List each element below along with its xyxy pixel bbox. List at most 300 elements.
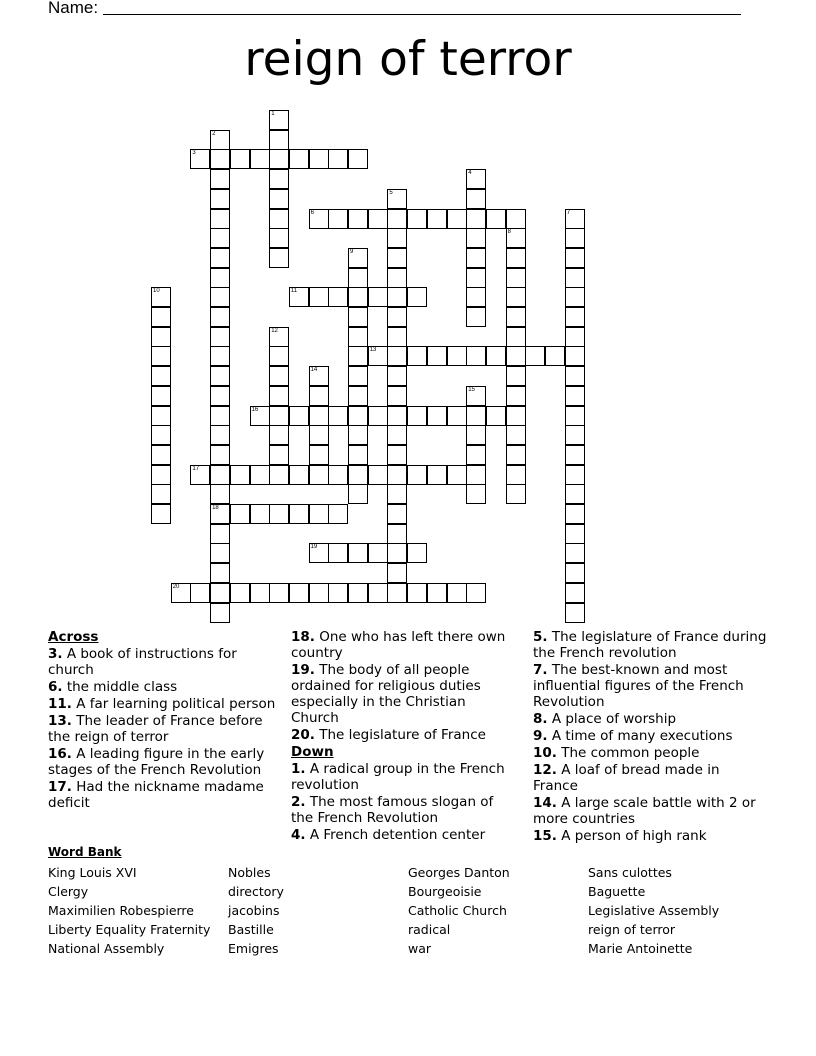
grid-cell[interactable] (309, 543, 329, 563)
grid-cell[interactable] (506, 484, 526, 504)
grid-cell[interactable] (368, 346, 388, 366)
grid-cell[interactable] (348, 484, 368, 504)
clue-text: A radical group in the French revolution (291, 761, 505, 793)
grid-cell[interactable] (210, 327, 230, 347)
clue-number-label: 10. (533, 745, 557, 761)
grid-cell[interactable] (269, 228, 289, 248)
grid-cell[interactable] (210, 603, 230, 623)
grid-cell[interactable] (289, 287, 309, 307)
grid-cell[interactable] (368, 209, 388, 229)
grid-cell[interactable] (210, 228, 230, 248)
grid-cell[interactable] (289, 465, 309, 485)
clue-number: 3 (192, 150, 196, 157)
grid-cell[interactable] (269, 465, 289, 485)
grid-cell[interactable] (210, 346, 230, 366)
grid-cell[interactable] (269, 583, 289, 603)
grid-cell[interactable] (151, 504, 171, 524)
grid-cell[interactable] (387, 346, 407, 366)
clue-text: The common people (556, 745, 700, 761)
grid-cell[interactable] (210, 149, 230, 169)
grid-cell[interactable] (427, 406, 447, 426)
clue (533, 762, 768, 794)
grid-cell[interactable] (348, 406, 368, 426)
clue-number: 11 (290, 288, 298, 295)
clue-text: the middle class (62, 679, 178, 695)
grid-cell[interactable] (210, 209, 230, 229)
grid-cell[interactable] (210, 248, 230, 268)
grid-cell[interactable] (486, 406, 506, 426)
grid-cell[interactable] (466, 465, 486, 485)
grid-cell[interactable] (250, 406, 270, 426)
grid-cell[interactable] (151, 287, 171, 307)
grid-cell[interactable] (309, 583, 329, 603)
clue-number-label: 12. (533, 762, 557, 778)
grid-cell[interactable] (328, 504, 348, 524)
grid-cell[interactable] (506, 465, 526, 485)
grid-cell[interactable] (466, 268, 486, 288)
grid-cell[interactable] (486, 209, 506, 229)
clue-number-label: 1. (291, 761, 306, 777)
grid-cell[interactable] (427, 346, 447, 366)
word-bank-item: Sans culottes (588, 865, 672, 880)
grid-cell[interactable] (506, 386, 526, 406)
grid-cell[interactable] (466, 189, 486, 209)
clue-number-label: 3. (48, 646, 63, 662)
grid-cell[interactable] (565, 465, 585, 485)
grid-cell[interactable] (565, 209, 585, 229)
grid-cell[interactable] (309, 465, 329, 485)
word-bank-item: Nobles (228, 865, 271, 880)
grid-cell[interactable] (387, 366, 407, 386)
grid-cell[interactable] (151, 327, 171, 347)
grid-cell[interactable] (269, 130, 289, 150)
grid-cell[interactable] (348, 366, 368, 386)
grid-cell[interactable] (269, 189, 289, 209)
grid-cell[interactable] (348, 327, 368, 347)
grid-cell[interactable] (466, 287, 486, 307)
grid-cell[interactable] (250, 149, 270, 169)
grid-cell[interactable] (387, 563, 407, 583)
grid-cell[interactable] (466, 445, 486, 465)
grid-cell[interactable] (250, 583, 270, 603)
grid-cell[interactable] (269, 209, 289, 229)
grid-cell[interactable] (387, 209, 407, 229)
grid-cell[interactable] (565, 327, 585, 347)
word-bank-item: Bastille (228, 922, 274, 937)
grid-cell[interactable] (407, 465, 427, 485)
grid-cell[interactable] (387, 189, 407, 209)
grid-cell[interactable] (368, 583, 388, 603)
clue-number-label: 13. (48, 713, 72, 729)
grid-cell[interactable] (289, 406, 309, 426)
grid-cell[interactable] (387, 465, 407, 485)
word-bank-item: Liberty Equality Fraternity (48, 922, 211, 937)
clue-number-label: 4. (291, 827, 306, 843)
word-bank-item: Catholic Church (408, 903, 507, 918)
grid-cell[interactable] (387, 307, 407, 327)
grid-cell[interactable] (309, 406, 329, 426)
grid-cell[interactable] (387, 484, 407, 504)
clue (291, 827, 516, 843)
grid-cell[interactable] (565, 248, 585, 268)
grid-cell[interactable] (210, 465, 230, 485)
grid-cell[interactable] (269, 445, 289, 465)
clue-text: A place of worship (547, 711, 677, 727)
grid-cell[interactable] (407, 346, 427, 366)
grid-cell[interactable] (348, 307, 368, 327)
clue-text: A loaf of bread made in France (533, 762, 720, 794)
grid-cell[interactable] (387, 543, 407, 563)
grid-cell[interactable] (447, 583, 467, 603)
grid-cell[interactable] (387, 386, 407, 406)
word-bank-item: reign of terror (588, 922, 676, 937)
grid-cell[interactable] (506, 268, 526, 288)
clue-text: A leading figure in the early stages of the French Revolution (48, 746, 265, 778)
grid-cell[interactable] (171, 583, 191, 603)
word-bank-item: Emigres (228, 941, 279, 956)
grid-cell[interactable] (466, 425, 486, 445)
grid-cell[interactable] (506, 366, 526, 386)
grid-cell[interactable] (348, 287, 368, 307)
grid-cell[interactable] (210, 268, 230, 288)
clue-number: 17 (192, 465, 200, 472)
grid-cell[interactable] (506, 445, 526, 465)
grid-cell[interactable] (210, 583, 230, 603)
clue-number-label: 15. (533, 828, 557, 844)
grid-cell[interactable] (151, 386, 171, 406)
grid-cell[interactable] (407, 583, 427, 603)
grid-cell[interactable] (506, 228, 526, 248)
down-clue-list (291, 761, 516, 843)
grid-cell[interactable] (289, 504, 309, 524)
clue-number: 10 (153, 288, 160, 295)
grid-cell[interactable] (348, 386, 368, 406)
clue-number: 5 (389, 189, 393, 196)
clue (533, 711, 768, 727)
grid-cell[interactable] (565, 484, 585, 504)
grid-cell[interactable] (565, 563, 585, 583)
grid-cell[interactable] (230, 504, 250, 524)
grid-cell[interactable] (506, 307, 526, 327)
word-bank-item: directory (228, 884, 284, 899)
grid-cell[interactable] (466, 248, 486, 268)
grid-cell[interactable] (210, 425, 230, 445)
grid-cell[interactable] (565, 268, 585, 288)
grid-cell[interactable] (466, 307, 486, 327)
word-bank-column (48, 863, 210, 958)
clue (533, 662, 768, 710)
grid-cell[interactable] (368, 406, 388, 426)
grid-cell[interactable] (289, 583, 309, 603)
clue-number: 4 (468, 170, 472, 177)
grid-cell[interactable] (151, 346, 171, 366)
clue-text: The best-known and most influential figures of the French Revolution (533, 662, 744, 710)
grid-cell[interactable] (210, 563, 230, 583)
grid-cell[interactable] (230, 149, 250, 169)
grid-cell[interactable] (565, 425, 585, 445)
clue-text: The legislature of France (314, 727, 486, 743)
grid-cell[interactable] (230, 583, 250, 603)
word-bank-heading: Word Bank (48, 845, 122, 859)
grid-cell[interactable] (506, 425, 526, 445)
grid-cell[interactable] (309, 425, 329, 445)
grid-cell[interactable] (407, 406, 427, 426)
grid-cell[interactable] (309, 386, 329, 406)
grid-cell[interactable] (447, 209, 467, 229)
grid-cell[interactable] (269, 169, 289, 189)
grid-cell[interactable] (387, 406, 407, 426)
grid-cell[interactable] (328, 465, 348, 485)
grid-cell[interactable] (309, 287, 329, 307)
word-bank-item: Marie Antoinette (588, 941, 693, 956)
grid-cell[interactable] (565, 307, 585, 327)
clue-number-label: 5. (533, 629, 548, 645)
clue (48, 696, 278, 712)
clue (48, 779, 278, 811)
grid-cell[interactable] (565, 603, 585, 623)
grid-cell[interactable] (210, 287, 230, 307)
grid-cell[interactable] (565, 287, 585, 307)
grid-cell[interactable] (328, 287, 348, 307)
across-clue-list (48, 646, 278, 811)
grid-cell[interactable] (210, 484, 230, 504)
grid-cell[interactable] (309, 149, 329, 169)
grid-cell[interactable] (565, 386, 585, 406)
grid-cell[interactable] (407, 209, 427, 229)
grid-cell[interactable] (151, 445, 171, 465)
grid-cell[interactable] (387, 425, 407, 445)
grid-cell[interactable] (368, 465, 388, 485)
grid-cell[interactable] (545, 346, 565, 366)
grid-cell[interactable] (447, 465, 467, 485)
grid-cell[interactable] (427, 209, 447, 229)
grid-cell[interactable] (565, 406, 585, 426)
down-heading: Down (291, 744, 334, 760)
grid-cell[interactable] (565, 366, 585, 386)
grid-cell[interactable] (466, 386, 486, 406)
grid-cell[interactable] (151, 406, 171, 426)
grid-cell[interactable] (466, 406, 486, 426)
grid-cell[interactable] (466, 583, 486, 603)
clue-number: 1 (271, 111, 275, 117)
clue-number: 14 (310, 367, 318, 374)
grid-cell[interactable] (210, 504, 230, 524)
word-bank-column (408, 863, 510, 958)
word-bank-item: Baguette (588, 884, 646, 899)
grid-cell[interactable] (565, 524, 585, 544)
word-bank-item: Maximilien Robespierre (48, 903, 194, 918)
grid-cell[interactable] (151, 465, 171, 485)
grid-cell[interactable] (506, 248, 526, 268)
grid-cell[interactable] (269, 327, 289, 347)
clue-number: 19 (310, 544, 318, 551)
grid-cell[interactable] (328, 406, 348, 426)
grid-cell[interactable] (210, 130, 230, 150)
grid-cell[interactable] (368, 543, 388, 563)
grid-cell[interactable] (348, 149, 368, 169)
grid-cell[interactable] (427, 465, 447, 485)
grid-cell[interactable] (387, 445, 407, 465)
clue-number-label: 20. (291, 727, 315, 743)
grid-cell[interactable] (210, 307, 230, 327)
grid-cell[interactable] (387, 524, 407, 544)
grid-cell[interactable] (309, 445, 329, 465)
grid-cell[interactable] (210, 169, 230, 189)
grid-cell[interactable] (407, 287, 427, 307)
clue-text: A large scale battle with 2 or more countries (533, 795, 756, 827)
grid-cell[interactable] (210, 366, 230, 386)
word-bank-item: war (408, 941, 432, 956)
grid-cell[interactable] (506, 346, 526, 366)
clue-number-label: 17. (48, 779, 72, 795)
word-bank-item: King Louis XVI (48, 865, 137, 880)
clue (48, 679, 278, 695)
grid-cell[interactable] (427, 583, 447, 603)
clue (533, 728, 768, 744)
grid-cell[interactable] (466, 228, 486, 248)
grid-cell[interactable] (368, 287, 388, 307)
grid-cell[interactable] (407, 543, 427, 563)
grid-cell[interactable] (151, 484, 171, 504)
grid-cell[interactable] (565, 445, 585, 465)
grid-cell[interactable] (269, 346, 289, 366)
word-bank-item: jacobins (228, 903, 280, 918)
word-bank-column (228, 863, 284, 958)
clue-number-label: 8. (533, 711, 548, 727)
grid-cell[interactable] (466, 209, 486, 229)
grid-cell[interactable] (486, 346, 506, 366)
grid-cell[interactable] (565, 583, 585, 603)
grid-cell[interactable] (447, 346, 467, 366)
grid-cell[interactable] (328, 149, 348, 169)
clue-number: 16 (251, 406, 259, 413)
clue-text: The most famous slogan of the French Revolution (291, 794, 494, 826)
grid-cell[interactable] (387, 287, 407, 307)
grid-cell[interactable] (210, 524, 230, 544)
grid-cell[interactable] (269, 504, 289, 524)
grid-cell[interactable] (466, 346, 486, 366)
clue (533, 745, 768, 761)
clue-text: A French detention center (305, 827, 486, 843)
grid-cell[interactable] (250, 465, 270, 485)
grid-cell[interactable] (328, 583, 348, 603)
clue-number: 6 (310, 209, 314, 216)
grid-cell[interactable] (387, 504, 407, 524)
grid-cell[interactable] (348, 543, 368, 563)
grid-cell[interactable] (525, 346, 545, 366)
clue-text: A far learning political person (71, 696, 276, 712)
grid-cell[interactable] (269, 386, 289, 406)
grid-cell[interactable] (269, 406, 289, 426)
grid-cell[interactable] (151, 307, 171, 327)
clue-number-label: 7. (533, 662, 548, 678)
grid-cell[interactable] (348, 268, 368, 288)
grid-cell[interactable] (151, 366, 171, 386)
grid-cell[interactable] (506, 209, 526, 229)
grid-cell[interactable] (309, 366, 329, 386)
grid-cell[interactable] (328, 209, 348, 229)
grid-cell[interactable] (230, 465, 250, 485)
grid-cell[interactable] (348, 465, 368, 485)
across-heading: Across (48, 629, 99, 645)
grid-cell[interactable] (269, 425, 289, 445)
clue-number: 18 (212, 505, 219, 511)
grid-cell[interactable] (328, 543, 348, 563)
grid-cell[interactable] (506, 406, 526, 426)
grid-cell[interactable] (348, 346, 368, 366)
grid-cell[interactable] (269, 149, 289, 169)
grid-cell[interactable] (269, 248, 289, 268)
clue (533, 828, 768, 844)
clue (291, 727, 516, 743)
clue-number-label: 19. (291, 662, 315, 678)
clue-text: One who has left there own country (291, 629, 506, 661)
grid-cell[interactable] (506, 287, 526, 307)
clue-column-2 (291, 629, 516, 844)
clue-number: 9 (350, 248, 354, 255)
clue-number-label: 11. (48, 696, 72, 712)
grid-cell[interactable] (387, 228, 407, 248)
grid-cell[interactable] (348, 209, 368, 229)
grid-cell[interactable] (466, 484, 486, 504)
clue-number-label: 16. (48, 746, 72, 762)
clue-text: The body of all people ordained for religious duties especially in the Christian Church (291, 662, 481, 726)
grid-cell[interactable] (348, 425, 368, 445)
grid-cell[interactable] (250, 504, 270, 524)
grid-cell[interactable] (466, 169, 486, 189)
grid-cell[interactable] (210, 445, 230, 465)
grid-cell[interactable] (387, 327, 407, 347)
clue-number-label: 14. (533, 795, 557, 811)
grid-cell[interactable] (348, 583, 368, 603)
grid-cell[interactable] (190, 583, 210, 603)
grid-cell[interactable] (565, 543, 585, 563)
grid-cell[interactable] (506, 327, 526, 347)
grid-cell[interactable] (348, 445, 368, 465)
grid-cell[interactable] (309, 209, 329, 229)
grid-cell[interactable] (348, 248, 368, 268)
grid-cell[interactable] (269, 110, 289, 130)
grid-cell[interactable] (447, 406, 467, 426)
grid-cell[interactable] (565, 346, 585, 366)
grid-cell[interactable] (387, 583, 407, 603)
grid-cell[interactable] (210, 543, 230, 563)
clue-text: A book of instructions for church (48, 646, 237, 678)
grid-cell[interactable] (565, 504, 585, 524)
clue (533, 629, 768, 661)
grid-cell[interactable] (565, 228, 585, 248)
clue-number-label: 2. (291, 794, 306, 810)
clue-number-label: 6. (48, 679, 63, 695)
grid-cell[interactable] (190, 465, 210, 485)
grid-cell[interactable] (387, 268, 407, 288)
name-input-line[interactable] (103, 14, 741, 15)
grid-cell[interactable] (269, 366, 289, 386)
grid-cell[interactable] (387, 248, 407, 268)
across-clues (48, 629, 278, 812)
clue-text: The leader of France before the reign of terror (48, 713, 263, 745)
grid-cell[interactable] (210, 189, 230, 209)
word-bank-item: Bourgeoisie (408, 884, 482, 899)
clue-number: 15 (468, 386, 475, 393)
grid-cell[interactable] (309, 504, 329, 524)
grid-cell[interactable] (190, 149, 210, 169)
grid-cell[interactable] (210, 386, 230, 406)
grid-cell[interactable] (210, 406, 230, 426)
grid-cell[interactable] (289, 149, 309, 169)
grid-cell[interactable] (151, 425, 171, 445)
puzzle-title: reign of terror (244, 32, 572, 87)
